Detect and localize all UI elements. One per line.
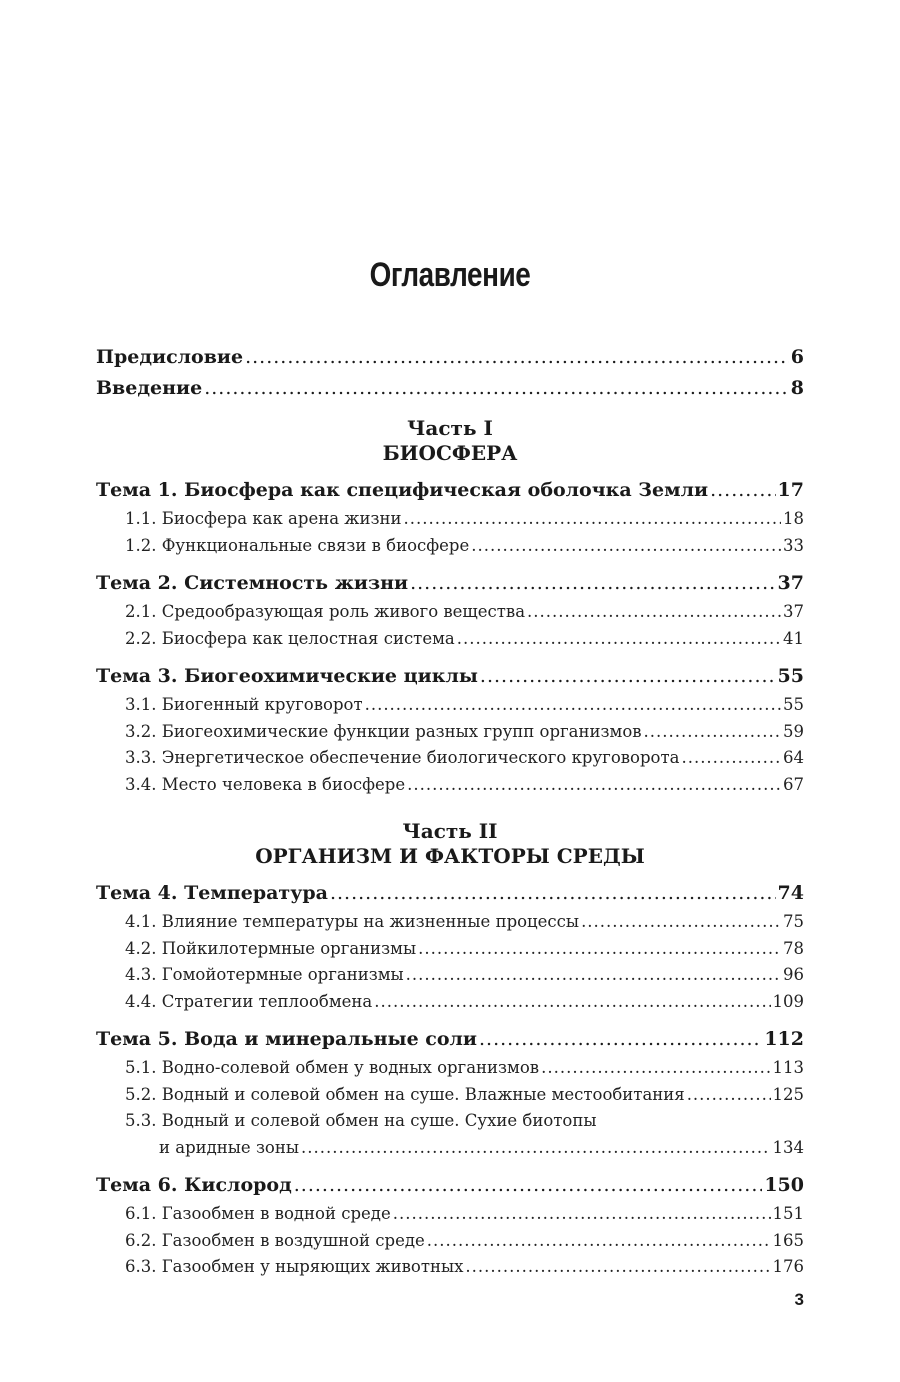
toc-section-label: 1.2. Функциональные связи в биосфере: [125, 535, 470, 555]
part-heading: [96, 819, 804, 869]
dot-leader: [681, 745, 781, 772]
dot-leader: [581, 909, 781, 936]
toc-topic[interactable]: [96, 661, 804, 692]
toc-topic[interactable]: [96, 1170, 804, 1201]
toc-section-multiline[interactable]: [96, 1108, 804, 1161]
dot-leader: [365, 692, 781, 719]
dot-leader: [330, 878, 776, 909]
dot-leader: [301, 1135, 770, 1162]
toc-section-page: 151: [772, 1204, 804, 1223]
toc-section[interactable]: [96, 506, 804, 533]
toc-section[interactable]: [96, 936, 804, 963]
toc-section-label: 3.2. Биогеохимические функции разных групп организмов: [125, 721, 642, 741]
toc-topic-page: 55: [777, 665, 804, 687]
toc-section-page: 55: [783, 695, 804, 714]
toc-section-label: 4.4. Стратегии теплообмена: [125, 991, 373, 1011]
toc-entry-label: Введение: [96, 377, 203, 399]
dot-leader: [406, 962, 781, 989]
dot-leader: [541, 1055, 770, 1082]
dot-leader: [479, 1024, 762, 1055]
toc-section-label: 3.4. Место человека в биосфере: [125, 774, 406, 794]
dot-leader: [644, 719, 781, 746]
part-label: Часть II: [402, 819, 498, 843]
toc-section-page: 125: [772, 1084, 804, 1104]
dot-leader: [403, 506, 781, 533]
part-title: БИОСФЕРА: [382, 441, 518, 465]
toc-section-page: 64: [783, 748, 804, 767]
toc-section-page: 78: [783, 938, 804, 958]
toc-section[interactable]: [96, 719, 804, 746]
toc-entry-page: 8: [790, 377, 804, 399]
toc-section[interactable]: [96, 1055, 804, 1082]
toc-section-page: 41: [783, 628, 804, 648]
toc-section[interactable]: [96, 1254, 804, 1281]
toc-section-page: 33: [783, 535, 804, 555]
toc-section[interactable]: [96, 909, 804, 936]
toc-section-label: 4.2. Пойкилотермные организмы: [125, 938, 417, 958]
toc-section-page: 37: [783, 602, 804, 621]
part-title: ОРГАНИЗМ И ФАКТОРЫ СРЕДЫ: [255, 844, 645, 868]
toc-section-page: 176: [772, 1257, 804, 1276]
toc-section-page: 75: [783, 912, 804, 931]
toc-topic-label: Тема 3. Биогеохимические циклы: [96, 665, 478, 687]
toc-entry-introduction[interactable]: [96, 373, 804, 404]
toc-section-label: 5.2. Водный и солевой обмен на суше. Влажные местообитания: [125, 1084, 685, 1104]
toc-section[interactable]: [96, 962, 804, 989]
toc-topic-page: 37: [777, 572, 804, 594]
toc-entry-label: Предисловие: [96, 346, 244, 368]
dot-leader: [393, 1201, 771, 1228]
toc-section-label: 4.1. Влияние температуры на жизненные процессы: [125, 912, 580, 931]
toc-topic-page: 74: [777, 882, 804, 904]
part-label: Часть I: [407, 416, 493, 440]
toc-topic-label: Тема 1. Биосфера как специфическая оболочка Земли: [96, 479, 709, 501]
toc-section[interactable]: [96, 745, 804, 772]
toc-section-label-cont: и аридные зоны: [159, 1137, 300, 1157]
toc-topic-page: 150: [764, 1174, 804, 1196]
toc-section-label: 3.3. Энергетическое обеспечение биологического круговорота: [125, 748, 680, 767]
page-number: 3: [794, 1290, 804, 1309]
toc-section-label: 6.3. Газообмен у ныряющих животных: [125, 1257, 464, 1276]
toc-section-page: 165: [772, 1230, 804, 1250]
dot-leader: [527, 599, 781, 626]
toc-section-page: 96: [783, 965, 804, 984]
dot-leader: [710, 475, 775, 506]
toc-section-label: 4.3. Гомойотермные организмы: [125, 965, 404, 984]
toc-section[interactable]: [96, 599, 804, 626]
toc-section-continuation: [125, 1135, 804, 1162]
toc-section-label: 1.1. Биосфера как арена жизни: [125, 509, 402, 528]
toc-section-page: 67: [783, 774, 804, 794]
toc-topic[interactable]: [96, 878, 804, 909]
dot-leader: [687, 1082, 771, 1109]
toc-topic[interactable]: [96, 475, 804, 506]
dot-leader: [204, 373, 789, 404]
toc-section-label: 6.1. Газообмен в водной среде: [125, 1204, 391, 1223]
dot-leader: [407, 772, 781, 799]
toc-section-page: 59: [783, 721, 804, 741]
toc-section-label: 5.1. Водно-солевой обмен у водных организмов: [125, 1058, 540, 1077]
toc-section[interactable]: [96, 1082, 804, 1109]
toc-section-page: 113: [772, 1058, 804, 1077]
toc-section[interactable]: [96, 772, 804, 799]
toc-section[interactable]: [96, 626, 804, 653]
toc-section-label: 2.1. Средообразующая роль живого вещества: [125, 602, 526, 621]
dot-leader: [245, 342, 789, 373]
dot-leader: [457, 626, 781, 653]
toc-topic-label: Тема 4. Температура: [96, 882, 328, 904]
toc-topic-page: 17: [777, 479, 804, 501]
toc-topic-page: 112: [764, 1028, 804, 1050]
toc-section[interactable]: [96, 533, 804, 560]
toc-topic-label: Тема 2. Системность жизни: [96, 572, 409, 594]
toc-section[interactable]: [96, 1201, 804, 1228]
toc-section-label: 3.1. Биогенный круговорот: [125, 695, 363, 714]
toc-section-label: 5.3. Водный и солевой обмен на суше. Сухие биотопы: [125, 1111, 597, 1130]
toc-section-label: 6.2. Газообмен в воздушной среде: [125, 1230, 425, 1250]
toc-entry-preface[interactable]: [96, 342, 804, 373]
page-title: Оглавление: [369, 256, 531, 294]
toc-topic-label: Тема 6. Кислород: [96, 1174, 292, 1196]
toc-section-label: 2.2. Биосфера как целостная система: [125, 628, 455, 648]
dot-leader: [480, 661, 776, 692]
dot-leader: [427, 1228, 771, 1255]
toc-section-page: 18: [783, 509, 804, 528]
dot-leader: [471, 533, 781, 560]
toc-topic-label: Тема 5. Вода и минеральные соли: [96, 1028, 478, 1050]
toc-section[interactable]: [96, 1228, 804, 1255]
dot-leader: [294, 1170, 763, 1201]
toc-section[interactable]: [96, 989, 804, 1016]
toc-topic[interactable]: [96, 568, 804, 599]
dot-leader: [410, 568, 775, 599]
toc-entry-page: 6: [790, 346, 804, 368]
toc-section-page: 109: [772, 991, 804, 1011]
part-heading: [96, 416, 804, 466]
toc-section[interactable]: [96, 692, 804, 719]
dot-leader: [374, 989, 770, 1016]
table-of-contents: [96, 342, 804, 1281]
toc-section-page: 134: [772, 1137, 804, 1157]
dot-leader: [418, 936, 781, 963]
toc-topic[interactable]: [96, 1024, 804, 1055]
dot-leader: [465, 1254, 770, 1281]
